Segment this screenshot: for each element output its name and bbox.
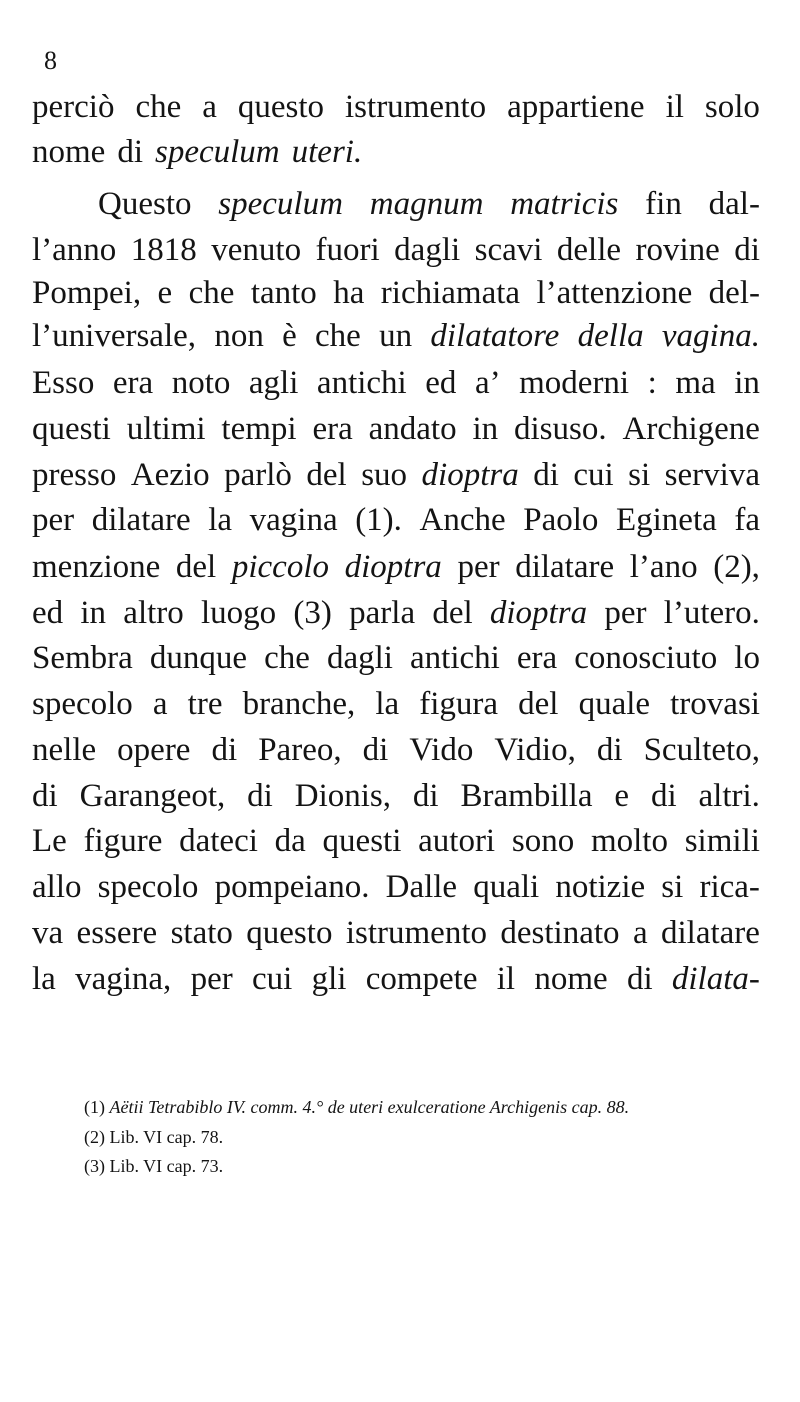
word: allo [32,869,82,905]
word: dilatare [515,549,615,585]
text-line [32,593,760,633]
word: autori [418,823,496,859]
word: pompeiano. [214,869,370,905]
word: ed [425,365,457,401]
word: antichi [316,365,407,401]
word: (1). [355,502,402,538]
word: ultimi [126,411,206,447]
word: questo [246,915,333,951]
word: per [604,595,647,631]
word: si [628,457,651,493]
word: vagina, [75,961,172,997]
word: a [202,89,217,125]
word: Pompei, [32,275,142,311]
word: Anche [419,502,506,538]
word: a [152,686,168,722]
word: Questo [98,186,192,222]
text-line [32,959,760,999]
word: del- [708,275,760,311]
word: speculum [155,134,280,170]
word: compete [365,961,478,997]
text-line [32,684,760,724]
word: (3) [293,595,332,631]
word: di [734,232,760,268]
word: Vido [409,732,474,768]
text-line [32,87,760,127]
word: fuori [315,232,380,268]
word: questi [322,823,402,859]
word: era [516,640,558,676]
word: istrumento [345,89,487,125]
word: appartiene [507,89,645,125]
word: Archigene [622,411,760,447]
word: figure [83,823,163,859]
word: l’attenzione [536,275,693,311]
word: ha [333,275,365,311]
word: speculum [218,186,343,222]
word: luogo [201,595,277,631]
word: agli [248,365,299,401]
word: quale [578,686,651,722]
word: delle [556,232,622,268]
word: 1818 [130,232,197,268]
word: del [175,549,217,585]
text-line [32,409,760,449]
word: noto [171,365,231,401]
text-line [32,913,760,953]
text-line [32,316,760,356]
word: di [533,457,559,493]
word: la [375,686,400,722]
word: fa [734,502,760,538]
word: non [214,318,264,354]
word: e [614,778,630,814]
word: l’utero. [663,595,760,631]
text-line [32,132,760,172]
word: specolo [32,686,133,722]
word: Egineta [615,502,717,538]
word: di [362,732,389,768]
word: del [518,686,559,722]
word: per [190,961,233,997]
word: che [315,318,361,354]
word: di [650,778,677,814]
word: parla [349,595,416,631]
footnote-text: (3) Lib. VI cap. 73. [84,1156,224,1176]
word: disuso. [514,411,607,447]
word: Dalle [385,869,458,905]
word: quali [473,869,540,905]
word: si [661,869,684,905]
word: rovine [635,232,720,268]
word: tempi [221,411,297,447]
word: Esso [32,365,95,401]
word: venuto [211,232,302,268]
word: suo [361,457,408,493]
word: Vidio, [494,732,576,768]
word: questi [32,411,111,447]
word: lo [734,640,760,676]
word: tanto [250,275,317,311]
word: di [626,961,653,997]
word: e [157,275,173,311]
word: specolo [97,869,199,905]
word: di [211,732,238,768]
word: antichi [410,640,500,676]
word: sono [511,823,575,859]
word: serviva [664,457,760,493]
word: parlò [224,457,292,493]
word: tre [187,686,223,722]
word: di [596,732,623,768]
word: cui [251,961,293,997]
word: dilata- [671,961,760,997]
word: (2), [713,549,760,585]
word: era [112,365,154,401]
text-line [32,821,760,861]
word: molto [590,823,668,859]
word: simili [684,823,760,859]
word: dioptra [489,595,588,631]
word: altri. [698,778,760,814]
text-line [32,500,760,540]
word: Garangeot, [79,778,226,814]
word: rica- [699,869,760,905]
word: solo [704,89,760,125]
word: di [412,778,439,814]
word: ed [32,595,64,631]
footnote [84,1126,764,1148]
word: di [117,134,143,170]
word: gli [311,961,347,997]
word: destinato [500,915,620,951]
word: dilatare [91,502,191,538]
word: ma [675,365,716,401]
text-line [32,776,760,816]
word: da [274,823,306,859]
word: è [282,318,297,354]
footnote-text: (1) [84,1097,110,1117]
footnote [84,1096,764,1118]
word: : [647,365,657,401]
text-line [98,184,760,224]
word: a [632,915,648,951]
word: branche, [242,686,356,722]
word: l’anno [32,232,117,268]
word: il [496,961,516,997]
text-line [32,455,760,495]
word: Brambilla [460,778,593,814]
word: dateci [179,823,258,859]
word: altro [123,595,184,631]
word: piccolo [231,549,329,585]
word: trovasi [670,686,760,722]
word: in [80,595,107,631]
word: del [432,595,473,631]
footnote-text: (2) Lib. VI cap. 78. [84,1127,224,1147]
word: notizie [555,869,646,905]
word: uteri. [291,134,363,170]
word: istrumento [345,915,487,951]
word: a’ [474,365,501,401]
word: di [247,778,273,814]
word: moderni [519,365,630,401]
word: la [32,961,56,997]
footnote [84,1155,764,1177]
word: dagli [394,232,461,268]
word: era [312,411,353,447]
word: richiamata [380,275,521,311]
word: menzione [32,549,161,585]
word: stato [170,915,233,951]
word: Dionis, [294,778,392,814]
word: scavi [474,232,543,268]
word: del [306,457,347,493]
text-line [32,867,760,907]
page-number: 8 [44,46,57,75]
footnote-text: Aëtii Tetrabiblo IV. comm. 4.° de uteri exulceratione Archigenis cap. 88. [109,1097,630,1117]
word: opere [117,732,191,768]
word: conosciuto [574,640,718,676]
word: dunque [149,640,248,676]
word: va [32,915,64,951]
word: vagina [249,502,338,538]
word: nome [32,134,106,170]
word: Le [32,823,67,859]
word: Paolo [523,502,599,538]
word: dioptra [344,549,442,585]
word: che [135,89,182,125]
text-line [32,273,760,313]
word: Sculteto, [643,732,760,768]
word: andato [368,411,457,447]
word: figura [419,686,499,722]
word: fin [645,186,682,222]
word: essere [76,915,158,951]
word: nelle [32,732,97,768]
word: dagli [326,640,393,676]
word: l’universale, [32,318,197,354]
word: Aezio [130,457,210,493]
word: la [208,502,233,538]
text-line [32,547,760,587]
word: il [665,89,684,125]
word: Sembra [32,640,133,676]
word: dilatatore [430,318,560,354]
word: dal- [708,186,760,222]
word: presso [32,457,117,493]
word: questo [237,89,325,125]
word: per [32,502,75,538]
word: che [188,275,235,311]
text-line [32,363,760,403]
word: per [457,549,500,585]
text-line [32,230,760,270]
word: matricis [510,186,619,222]
word: della [577,318,644,354]
text-line [32,638,760,678]
word: in [734,365,760,401]
word: in [472,411,499,447]
word: che [264,640,310,676]
word: dilatare [660,915,760,951]
word: dioptra [421,457,519,493]
word: perciò [32,89,115,125]
text-line [32,730,760,770]
word: di [32,778,58,814]
word: nome [534,961,608,997]
word: vagina. [661,318,760,354]
word: cui [573,457,614,493]
word: magnum [369,186,484,222]
word: l’ano [629,549,698,585]
word: Pareo, [258,732,342,768]
word: un [379,318,413,354]
